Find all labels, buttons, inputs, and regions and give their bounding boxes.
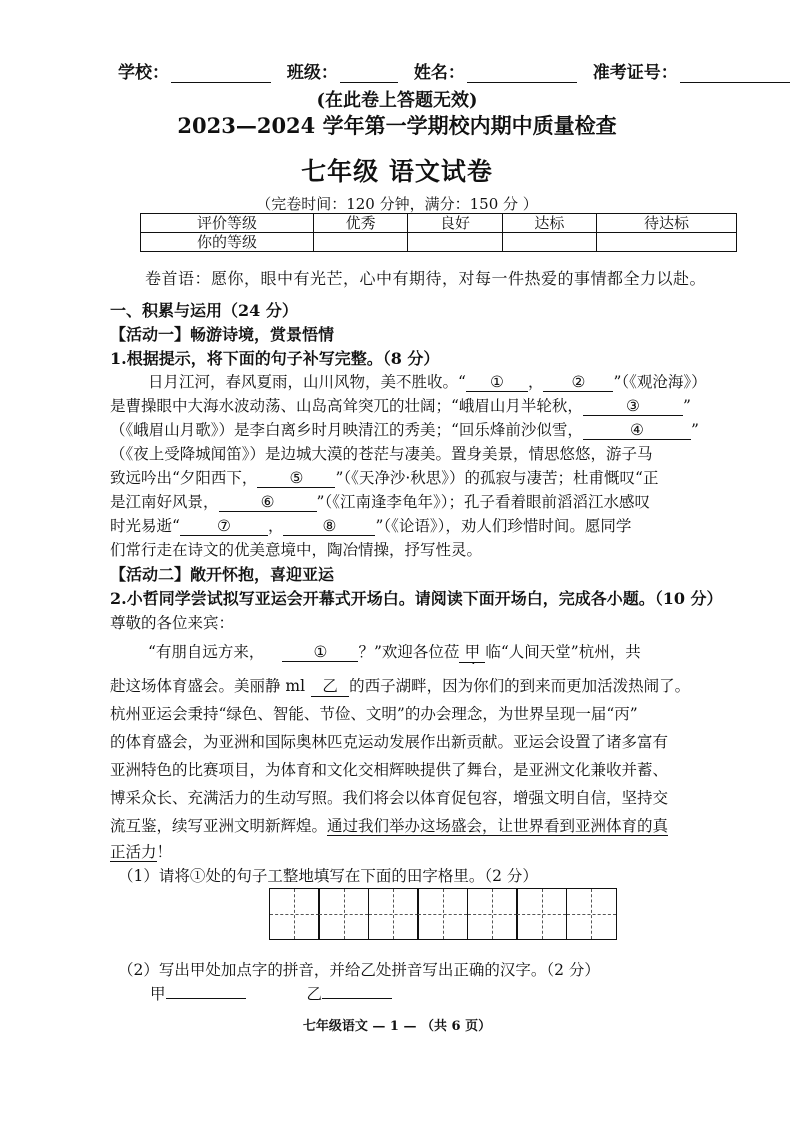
q2-line: 正活力！ [110,843,173,861]
grade-cell: 优秀 [314,214,408,233]
grade-table [140,213,737,252]
motto: 卷首语：愿你，眼中有光芒，心中有期待，对每一件热爱的事情都全力以赴。 [145,269,707,288]
grade-cell: 评价等级 [141,214,314,233]
blank-2[interactable]: ② [543,373,613,392]
q2-line: 流互鉴，续写亚洲文明新辉煌。通过我们举办这场盛会，让世界看到亚洲体育的真 [110,817,669,835]
sub-question-2: （2）写出甲处加点字的拼音，并给乙处拼音写出正确的汉字。（2 分） [118,961,600,979]
grade-input-cell[interactable] [502,233,596,252]
grade-cell: 你的等级 [141,233,314,252]
q1-line: 是江南好风景， ⑥ ”（《江南逢李龟年》）；孔子看着眼前滔滔江水感叹 [110,493,650,511]
page-footer: 七年级语文 — 1 — （共 6 页） [302,1019,492,1034]
jia-label: 甲 [150,985,166,1003]
underlined-sentence: 通过我们举办这场盛会，让世界看到亚洲体育的真 [327,817,669,835]
grid-cell[interactable] [566,888,617,940]
grid-cell[interactable] [516,888,567,940]
grade-input-cell[interactable] [408,233,502,252]
sub-question-1: （1）请将①处的句子工整地填写在下面的田字格里。（2 分） [118,867,538,885]
underlined-sentence: 正活力 [110,843,157,861]
yi-answer-field[interactable] [322,982,392,999]
class-label: 班级： [286,63,338,83]
student-info-header [118,58,790,83]
blank-3[interactable]: ③ [583,397,683,416]
grid-cell[interactable] [269,888,320,940]
subject-title: 七年级 语文试卷 [301,157,493,186]
class-field[interactable] [340,66,398,83]
q2-blank-1[interactable]: ① [282,643,358,662]
school-field[interactable] [171,66,271,83]
q2-line: 的体育盛会，为亚洲和国际奥林匹克运动发展作出新贡献。亚运会设置了诸多富有 [110,733,669,751]
grade-cell: 达标 [502,214,596,233]
exam-no-field[interactable] [680,66,790,83]
grade-table-row [141,233,737,252]
q2-blank-yi[interactable]: 乙 [311,674,349,697]
q2-greeting: 尊敬的各位来宾： [110,614,235,632]
grid-cell[interactable] [318,888,369,940]
question-2-prompt: 2.小哲同学尝试拟写亚运会开幕式开场白。请阅读下面开场白，完成各小题。（10 分） [110,589,723,608]
q2-line: 博采众长、充满活力的生动写照。我们将会以体育促包容，增强文明自信，坚持交 [110,789,669,807]
blank-6[interactable]: ⑥ [219,493,317,512]
activity-heading: 【活动二】敞开怀抱，喜迎亚运 [110,565,335,584]
name-field[interactable] [467,66,577,83]
grade-input-cell[interactable] [314,233,408,252]
q2-line: 杭州亚运会秉持“绿色、智能、节俭、文明”的办会理念，为世界呈现一届“丙” [110,705,638,723]
name-label: 姓名： [413,63,465,83]
answer-row [150,982,392,1004]
grade-cell: 待达标 [596,214,736,233]
q1-line: （《夜上受降城闻笛》）是边城大漠的苍茫与凄美。置身美景，情思悠悠，游子马 [110,445,653,463]
blank-7[interactable]: ⑦ [180,517,268,536]
q2-line: 亚洲特色的比赛项目，为体育和文化交相辉映提供了舞台，是亚洲文化兼收并蓄、 [110,761,669,779]
exam-no-label: 准考证号： [592,63,678,83]
grid-cell[interactable] [467,888,518,940]
q1-line: 是曹操眼中大海水波动荡、山岛高耸突兀的壮阔；“峨眉山月半轮秋， ③ ” [110,397,691,415]
grade-cell: 良好 [408,214,502,233]
q2-line: “有朋自远方来， ① ？”欢迎各位莅 甲 临“人间天堂”杭州，共 [148,640,641,663]
q1-line: 致远吟出“夕阳西下， ⑤ ”（《天净沙·秋思》）的孤寂与凄苦；杜甫慨叹“正 [110,469,659,487]
blank-5[interactable]: ⑤ [257,469,335,488]
grade-table-header-row [141,214,737,233]
section-heading: 一、积累与运用（24 分） [110,301,298,320]
q2-blank-jia[interactable]: 甲 [459,640,485,663]
q1-line: 时光易逝“ ⑦ ， ⑧ ”（《论语》），劝人们珍惜时间。愿同学 [110,517,632,535]
q1-line: 日月江河，春风夏雨，山川风物，美不胜收。“ ① ， ② ”（《观沧海》） [148,373,707,391]
grid-cell[interactable] [368,888,419,940]
time-info: （完卷时间：120 分钟，满分：150 分 ） [256,195,538,213]
yi-label: 乙 [306,985,322,1003]
blank-8[interactable]: ⑧ [283,517,375,536]
q1-line: （《峨眉山月歌》）是李白离乡时月映清江的秀美；“回乐烽前沙似雪， ④ ” [110,421,699,439]
exam-title: 2023—2024 学年第一学期校内期中质量检查 [177,113,617,138]
blank-4[interactable]: ④ [583,421,691,440]
school-label: 学校： [118,63,169,83]
question-1-prompt: 1.根据提示，将下面的句子补写完整。（8 分） [110,349,440,368]
answer-invalid-notice: (在此卷上答题无效) [316,90,478,111]
grid-cell[interactable] [417,888,468,940]
q2-line: 赴这场体育盛会。美丽静 ml 乙 的西子湖畔，因为你们的到来而更加活泼热闹了。 [110,674,690,697]
q1-line: 们常行走在诗文的优美意境中，陶冶情操，抒写性灵。 [110,541,483,559]
blank-1[interactable]: ① [466,373,528,392]
jia-answer-field[interactable] [166,982,246,999]
activity-heading: 【活动一】畅游诗境，赏景悟情 [110,325,335,344]
grade-input-cell[interactable] [596,233,736,252]
tianzige-grid[interactable] [270,888,617,940]
